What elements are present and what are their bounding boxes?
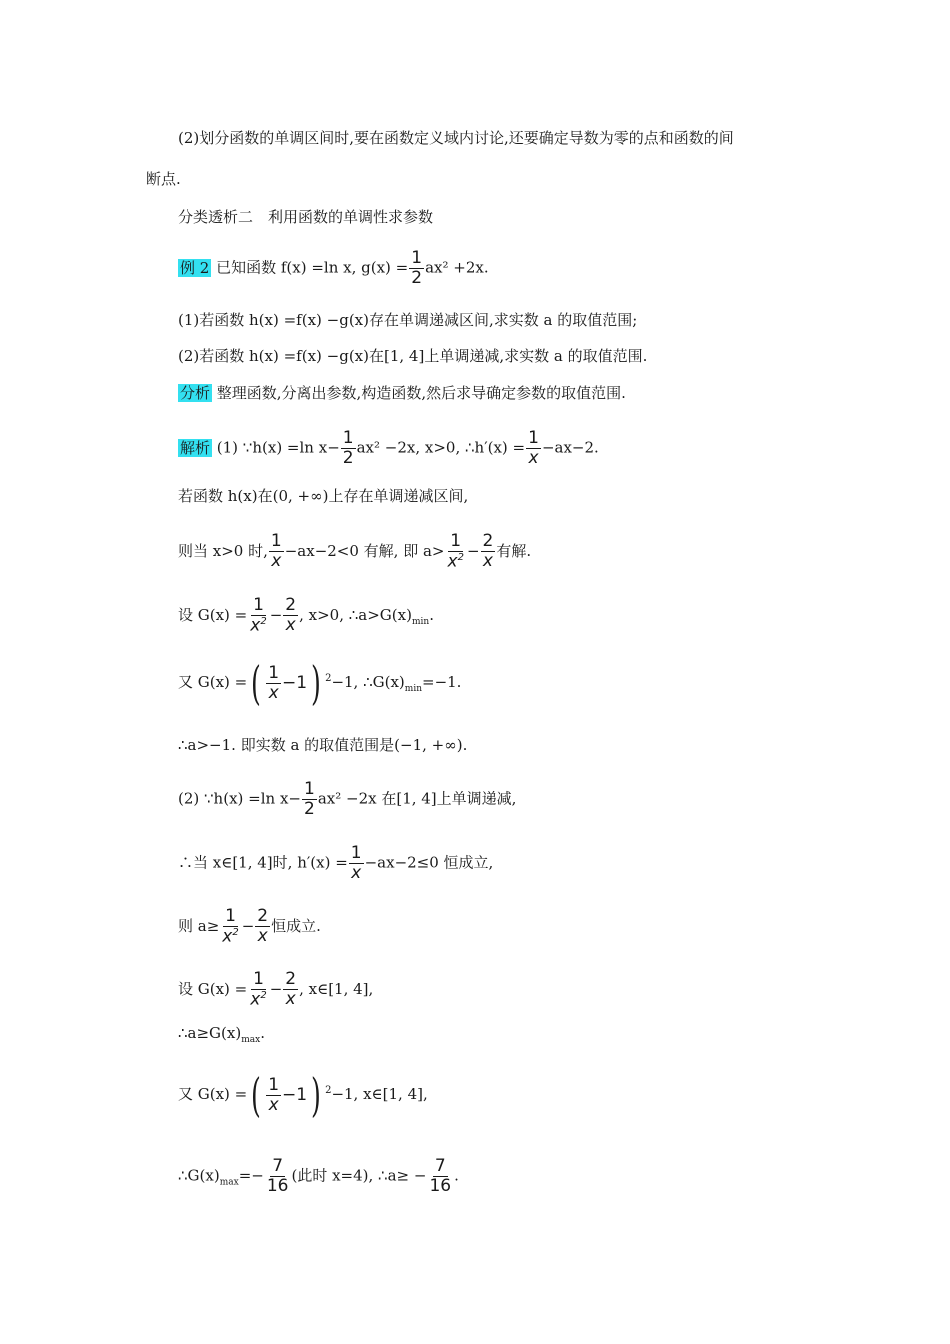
left-paren: ( bbox=[251, 1068, 262, 1122]
numerator: 7 bbox=[434, 1156, 446, 1176]
fraction-one-over-x-squared bbox=[446, 533, 466, 571]
numerator: 1 bbox=[350, 843, 362, 863]
text: 已知函数 f(x) =ln x, g(x) = bbox=[211, 258, 409, 277]
subscript: min bbox=[404, 684, 422, 694]
fraction-one-over-x bbox=[526, 430, 541, 467]
numerator: 1 bbox=[268, 1074, 280, 1095]
example-tag: 例 2 bbox=[180, 258, 210, 277]
denominator: x bbox=[285, 989, 296, 1010]
text: 设 G(x) = bbox=[178, 605, 248, 624]
denominator: x bbox=[351, 863, 362, 883]
text: 整理函数,分离出参数,构造函数,然后求导确定参数的取值范围. bbox=[212, 384, 626, 402]
numerator: 2 bbox=[257, 906, 269, 927]
solution-line-7 bbox=[178, 781, 516, 818]
denominator bbox=[220, 927, 240, 946]
text: ax² +2x. bbox=[425, 258, 489, 277]
section-heading: 分类透析二 利用函数的单调性求参数 bbox=[178, 208, 434, 226]
numerator: 1 bbox=[253, 969, 264, 989]
fraction-seven-sixteenths bbox=[427, 1158, 453, 1195]
solution-line-13 bbox=[178, 1158, 459, 1195]
text: ∴a≥G(x) bbox=[178, 1024, 242, 1042]
denominator bbox=[248, 616, 268, 635]
denominator: 2 bbox=[303, 799, 315, 819]
exponent: 2 bbox=[232, 927, 239, 938]
text: . bbox=[260, 1024, 265, 1042]
solution-line-6: ∴a>−1. 即实数 a 的取值范围是(−1, +∞). bbox=[178, 736, 468, 754]
solution-line-2: 若函数 h(x)在(0, +∞)上存在单调递减区间, bbox=[178, 487, 469, 505]
denominator: 2 bbox=[342, 448, 354, 468]
fraction-one-over-x bbox=[269, 533, 284, 570]
exponent: 2 bbox=[457, 552, 464, 563]
text: − bbox=[269, 979, 283, 998]
analysis-tag: 分析 bbox=[180, 384, 211, 402]
fraction-two-over-x bbox=[481, 533, 496, 570]
analysis-line bbox=[178, 383, 626, 403]
fraction-one-over-x-squared bbox=[220, 908, 240, 946]
fraction-two-over-x bbox=[283, 971, 298, 1008]
text: 有解. bbox=[496, 541, 532, 560]
exponent: 2 bbox=[325, 673, 332, 684]
denominator: x bbox=[285, 615, 296, 636]
right-paren: ) bbox=[311, 1068, 322, 1122]
denominator: 2 bbox=[411, 268, 423, 288]
text: (1) ∵h(x) =ln x− bbox=[212, 438, 340, 457]
fraction-two-over-x bbox=[283, 597, 298, 634]
text: ∴G(x) bbox=[178, 1166, 220, 1185]
fraction-half bbox=[409, 250, 424, 287]
fraction-seven-sixteenths bbox=[265, 1158, 291, 1195]
left-paren: ( bbox=[251, 656, 262, 710]
numerator: 1 bbox=[411, 248, 423, 268]
text: −ax−2. bbox=[541, 438, 599, 457]
numerator: 1 bbox=[268, 662, 280, 683]
numerator: 1 bbox=[528, 428, 539, 448]
subscript: min bbox=[411, 616, 430, 627]
solution-line-12 bbox=[178, 1068, 428, 1122]
fraction-one-over-x bbox=[349, 845, 364, 882]
text: − bbox=[269, 605, 283, 624]
text: 又 G(x) = bbox=[178, 673, 248, 691]
text: ax² −2x, x>0, ∴h′(x) = bbox=[356, 438, 526, 457]
solution-line-5 bbox=[178, 656, 462, 710]
denominator: 16 bbox=[266, 1176, 289, 1196]
text: 恒成立. bbox=[271, 916, 321, 935]
fraction-one-over-x bbox=[266, 1074, 281, 1115]
paragraph-note-2-cont: 断点. bbox=[146, 170, 181, 188]
numerator: 1 bbox=[342, 428, 354, 448]
base: x bbox=[250, 989, 261, 1010]
example-2-statement bbox=[178, 250, 489, 287]
parenthesized-expression bbox=[247, 1068, 325, 1122]
text: ∴当 x∈[1, 4]时, h′(x) = bbox=[178, 853, 348, 872]
solution-line-1 bbox=[178, 430, 599, 467]
paragraph-note-2: (2)划分函数的单调区间时,要在函数定义域内讨论,还要确定导数为零的点和函数的间 bbox=[178, 129, 734, 147]
denominator: x bbox=[528, 448, 539, 468]
fraction-one-over-x-squared bbox=[248, 597, 268, 635]
text: −ax−2<0 有解, 即 a> bbox=[284, 541, 445, 560]
fraction-one-over-x bbox=[266, 662, 281, 703]
denominator: 16 bbox=[429, 1176, 452, 1196]
denominator: x bbox=[268, 682, 279, 703]
text: −1 bbox=[282, 673, 308, 693]
solution-line-3 bbox=[178, 533, 531, 571]
question-2: (2)若函数 h(x) =f(x) −g(x)在[1, 4]上单调递减,求实数 a 的取值范围. bbox=[178, 347, 648, 365]
numerator: 1 bbox=[270, 531, 282, 552]
numerator: 7 bbox=[272, 1156, 284, 1176]
denominator: x bbox=[482, 551, 493, 572]
denominator bbox=[446, 552, 466, 571]
text: . bbox=[454, 1166, 459, 1185]
text: (2) ∵h(x) =ln x− bbox=[178, 789, 301, 808]
solution-line-10 bbox=[178, 971, 373, 1009]
text: 则 a≥ bbox=[178, 916, 220, 935]
text: ax² −2x 在[1, 4]上单调递减, bbox=[317, 789, 517, 808]
right-paren: ) bbox=[311, 656, 322, 710]
numerator: 2 bbox=[482, 531, 494, 552]
solution-line-11 bbox=[178, 1023, 265, 1050]
numerator: 2 bbox=[285, 595, 297, 616]
fraction-one-over-x-squared bbox=[248, 971, 268, 1009]
text: , x∈[1, 4], bbox=[299, 979, 374, 998]
fraction-half bbox=[302, 781, 317, 818]
base: x bbox=[250, 615, 261, 636]
denominator bbox=[248, 990, 268, 1009]
fraction-two-over-x bbox=[255, 908, 270, 945]
subscript: max bbox=[219, 1177, 239, 1188]
text: −1, x∈[1, 4], bbox=[331, 1085, 428, 1103]
text: =− bbox=[238, 1166, 264, 1185]
exponent: 2 bbox=[260, 616, 267, 627]
exponent: 2 bbox=[325, 1085, 332, 1096]
text: 设 G(x) = bbox=[178, 979, 248, 998]
parenthesized-expression bbox=[247, 656, 325, 710]
numerator: 1 bbox=[253, 595, 264, 615]
text: − bbox=[466, 541, 480, 560]
numerator: 1 bbox=[225, 906, 236, 926]
text: 又 G(x) = bbox=[178, 1085, 248, 1103]
text: . bbox=[429, 605, 434, 624]
text: − bbox=[241, 916, 255, 935]
text: (此时 x=4), ∴a≥ − bbox=[291, 1166, 427, 1185]
text: −ax−2≤0 恒成立, bbox=[364, 853, 494, 872]
fraction-half bbox=[341, 430, 356, 467]
base: x bbox=[447, 551, 458, 572]
base: x bbox=[222, 926, 233, 947]
solution-line-4 bbox=[178, 597, 434, 635]
text: , x>0, ∴a>G(x) bbox=[299, 605, 412, 624]
text: −1 bbox=[282, 1085, 308, 1105]
text: =−1. bbox=[422, 673, 462, 691]
numerator: 1 bbox=[303, 779, 315, 799]
numerator: 1 bbox=[450, 531, 462, 551]
denominator: x bbox=[268, 1094, 279, 1115]
text: 则当 x>0 时, bbox=[178, 541, 268, 560]
question-1: (1)若函数 h(x) =f(x) −g(x)存在单调递减区间,求实数 a 的取值范围; bbox=[178, 311, 638, 329]
denominator: x bbox=[271, 551, 282, 572]
denominator: x bbox=[257, 926, 268, 947]
solution-line-9 bbox=[178, 908, 321, 946]
solution-line-8 bbox=[178, 845, 493, 882]
exponent: 2 bbox=[260, 990, 267, 1001]
text: −1, ∴G(x) bbox=[331, 673, 405, 691]
numerator: 2 bbox=[285, 969, 297, 990]
solution-tag: 解析 bbox=[180, 438, 211, 457]
subscript: max bbox=[241, 1035, 261, 1045]
